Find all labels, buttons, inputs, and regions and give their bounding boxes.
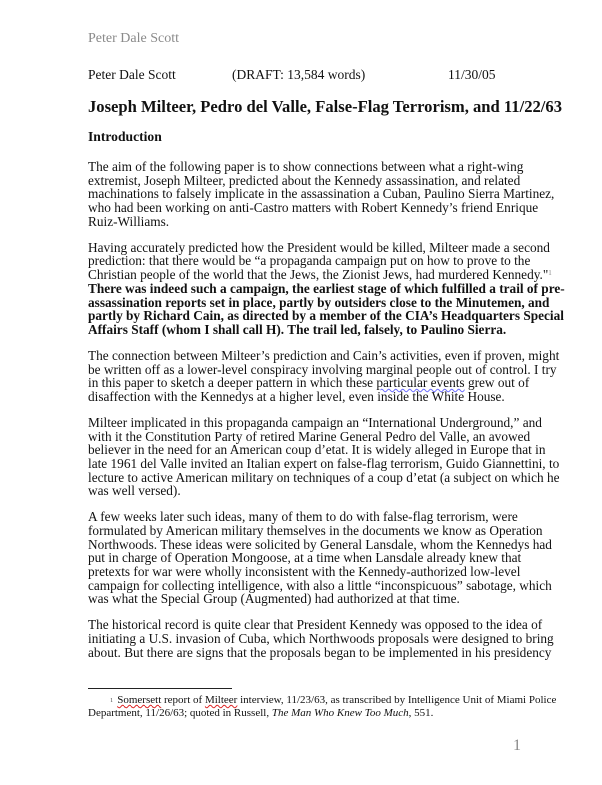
text-line (88, 201, 568, 215)
paragraph (88, 349, 568, 404)
text-line (88, 160, 568, 174)
text-line (88, 376, 568, 390)
text-run: in this paper to sketch a deeper pattern in which these (88, 375, 377, 391)
text-run: formulated by American military themselves in the documents we know as Operation (88, 522, 543, 538)
spellcheck-word: Somersett (117, 694, 162, 706)
text-line (88, 241, 568, 255)
text-run: prediction: that there would be “a propaganda campaign put on how to prove to the (88, 253, 531, 269)
text-run: grew out of (464, 375, 530, 391)
text-run: extremist, Joseph Milteer, predicted about the Kennedy assassination, and related (88, 172, 521, 188)
text-line (88, 363, 568, 377)
text-line (88, 323, 568, 337)
text-line (88, 296, 568, 310)
author-name: Peter Dale Scott (88, 67, 176, 82)
text-run: Affairs Staff (whom I shall call H). The trail led, falsely, to Paulino Sierra. (88, 321, 507, 337)
footnote (88, 694, 556, 720)
text-run: campaign for collecting intelligence, with also a little “inconspicuous” sabotage, which (88, 577, 552, 593)
text-run: The connection between Milteer’s prediction and Cain’s activities, even if proven, might (88, 347, 560, 363)
text-run: assassination reports set in place, partly by outsiders close to the Minutemen, and (88, 294, 550, 310)
text-line (88, 309, 568, 323)
text-run: pretexts for war were wholly inconsistent with the Kennedy-authorized low-level (88, 564, 521, 580)
text-line (88, 430, 568, 444)
text-run: machinations to falsely implicate in the assassination a Cuban, Paulino Sierra Martinez, (88, 186, 555, 202)
paragraph (88, 618, 568, 659)
footnote-text: report of (161, 694, 205, 706)
text-line (88, 538, 568, 552)
text-run: was well versed). (88, 483, 181, 499)
text-line (88, 268, 568, 282)
text-run: about. But there are signs that the proposals began to be implemented in his presidency (88, 644, 552, 660)
text-line (88, 646, 568, 660)
text-run: was what the Special Group (Augmented) had authorized at that time. (88, 591, 460, 607)
section-heading: Introduction (88, 129, 162, 144)
text-line (88, 618, 568, 632)
footnote-text: , 551. (408, 707, 434, 719)
text-run: who had been working on anti-Castro matters with Robert Kennedy’s friend Enrique (88, 200, 539, 216)
text-run: Milteer implicated in this propaganda campaign an “International Underground,” and (88, 414, 542, 430)
text-line (88, 457, 568, 471)
paragraph (88, 416, 568, 498)
text-run: initiating a U.S. invasion of Cuba, which Northwoods proposals were designed to bring (88, 631, 554, 647)
text-line (88, 282, 568, 296)
text-run: Ruiz-Williams. (88, 213, 170, 229)
text-line (88, 215, 568, 229)
text-run: put in charge of Operation Mongoose, at a time when Lansdale already knew that (88, 550, 522, 566)
text-line (88, 416, 568, 430)
document-title: Joseph Milteer, Pedro del Valle, False-Flag Terrorism, and 11/22/63 (88, 97, 562, 116)
text-line (88, 187, 568, 201)
running-header: Peter Dale Scott (88, 31, 179, 46)
text-line (88, 484, 568, 498)
footnote-book-title: The Man Who Knew Too Much (271, 707, 409, 719)
text-line (88, 579, 568, 593)
spellcheck-word: Milteer (204, 694, 238, 706)
text-line (88, 510, 568, 524)
paragraph (88, 510, 568, 606)
text-run: partly by Richard Cain, as directed by a member of the CIA’s Headquarters Special (88, 308, 564, 324)
text-line (88, 390, 568, 404)
text-run: late 1961 del Valle invited an Italian expert on false-flag terrorism, Guido Giannettini, to (88, 455, 560, 471)
page-number: 1 (513, 737, 521, 754)
text-line (88, 471, 568, 485)
text-run: Northwoods. These ideas were solicited by General Lansdale, whom the Kennedys had (88, 536, 552, 552)
document-date: 11/30/05 (448, 67, 496, 82)
text-line (88, 174, 568, 188)
footnote-reference[interactable]: 1 (548, 269, 552, 278)
text-line (88, 565, 568, 579)
footnote-mark: 1 (110, 697, 114, 704)
text-line (88, 254, 568, 268)
text-line (88, 349, 568, 363)
footnote-text: interview, 11/23/63, as transcribed by Intelligence Unit of Miami Police (237, 694, 557, 706)
text-run: be written off as a lower-level conspiracy involving marginal people out of control. I try (88, 361, 557, 377)
paragraph (88, 160, 568, 229)
text-run: A few weeks later such ideas, many of them to do with false-flag terrorism, were (88, 509, 518, 525)
text-line (88, 592, 568, 606)
text-run: disaffection with the Kennedys at a higher level, even inside the White House. (88, 388, 505, 404)
text-run: believer in the need for an American coup d’etat. It is widely alleged in Europe that in (88, 442, 546, 458)
text-run: The aim of the following paper is to show connections between what a right-wing (88, 159, 524, 174)
text-line (88, 524, 568, 538)
paragraph (88, 241, 568, 337)
footnote-separator (88, 688, 232, 689)
text-line (88, 632, 568, 646)
text-line (88, 443, 568, 457)
text-run: with it the Constitution Party of retired Marine General Pedro del Valle, an avowed (88, 428, 531, 444)
text-run: Having accurately predicted how the President would be killed, Milteer made a second (88, 239, 550, 255)
document-body (88, 160, 568, 672)
grammar-flagged-text: particular events (376, 375, 465, 391)
text-run: There was indeed such a campaign, the earliest stage of which fulfilled a trail of pre- (88, 280, 565, 296)
footnote-text: Department, 11/26/63; quoted in Russell, (88, 707, 272, 719)
text-line (88, 551, 568, 565)
text-run: lecture to active American military on techniques of a coup d’etat (a subject on which he (88, 469, 560, 485)
draft-word-count: (DRAFT: 13,584 words) (232, 67, 366, 82)
text-run: The historical record is quite clear that President Kennedy was opposed to the idea of (88, 617, 543, 633)
text-run: Christian people of the world that the Jews, the Zionist Jews, had murdered Kennedy." (88, 267, 549, 283)
